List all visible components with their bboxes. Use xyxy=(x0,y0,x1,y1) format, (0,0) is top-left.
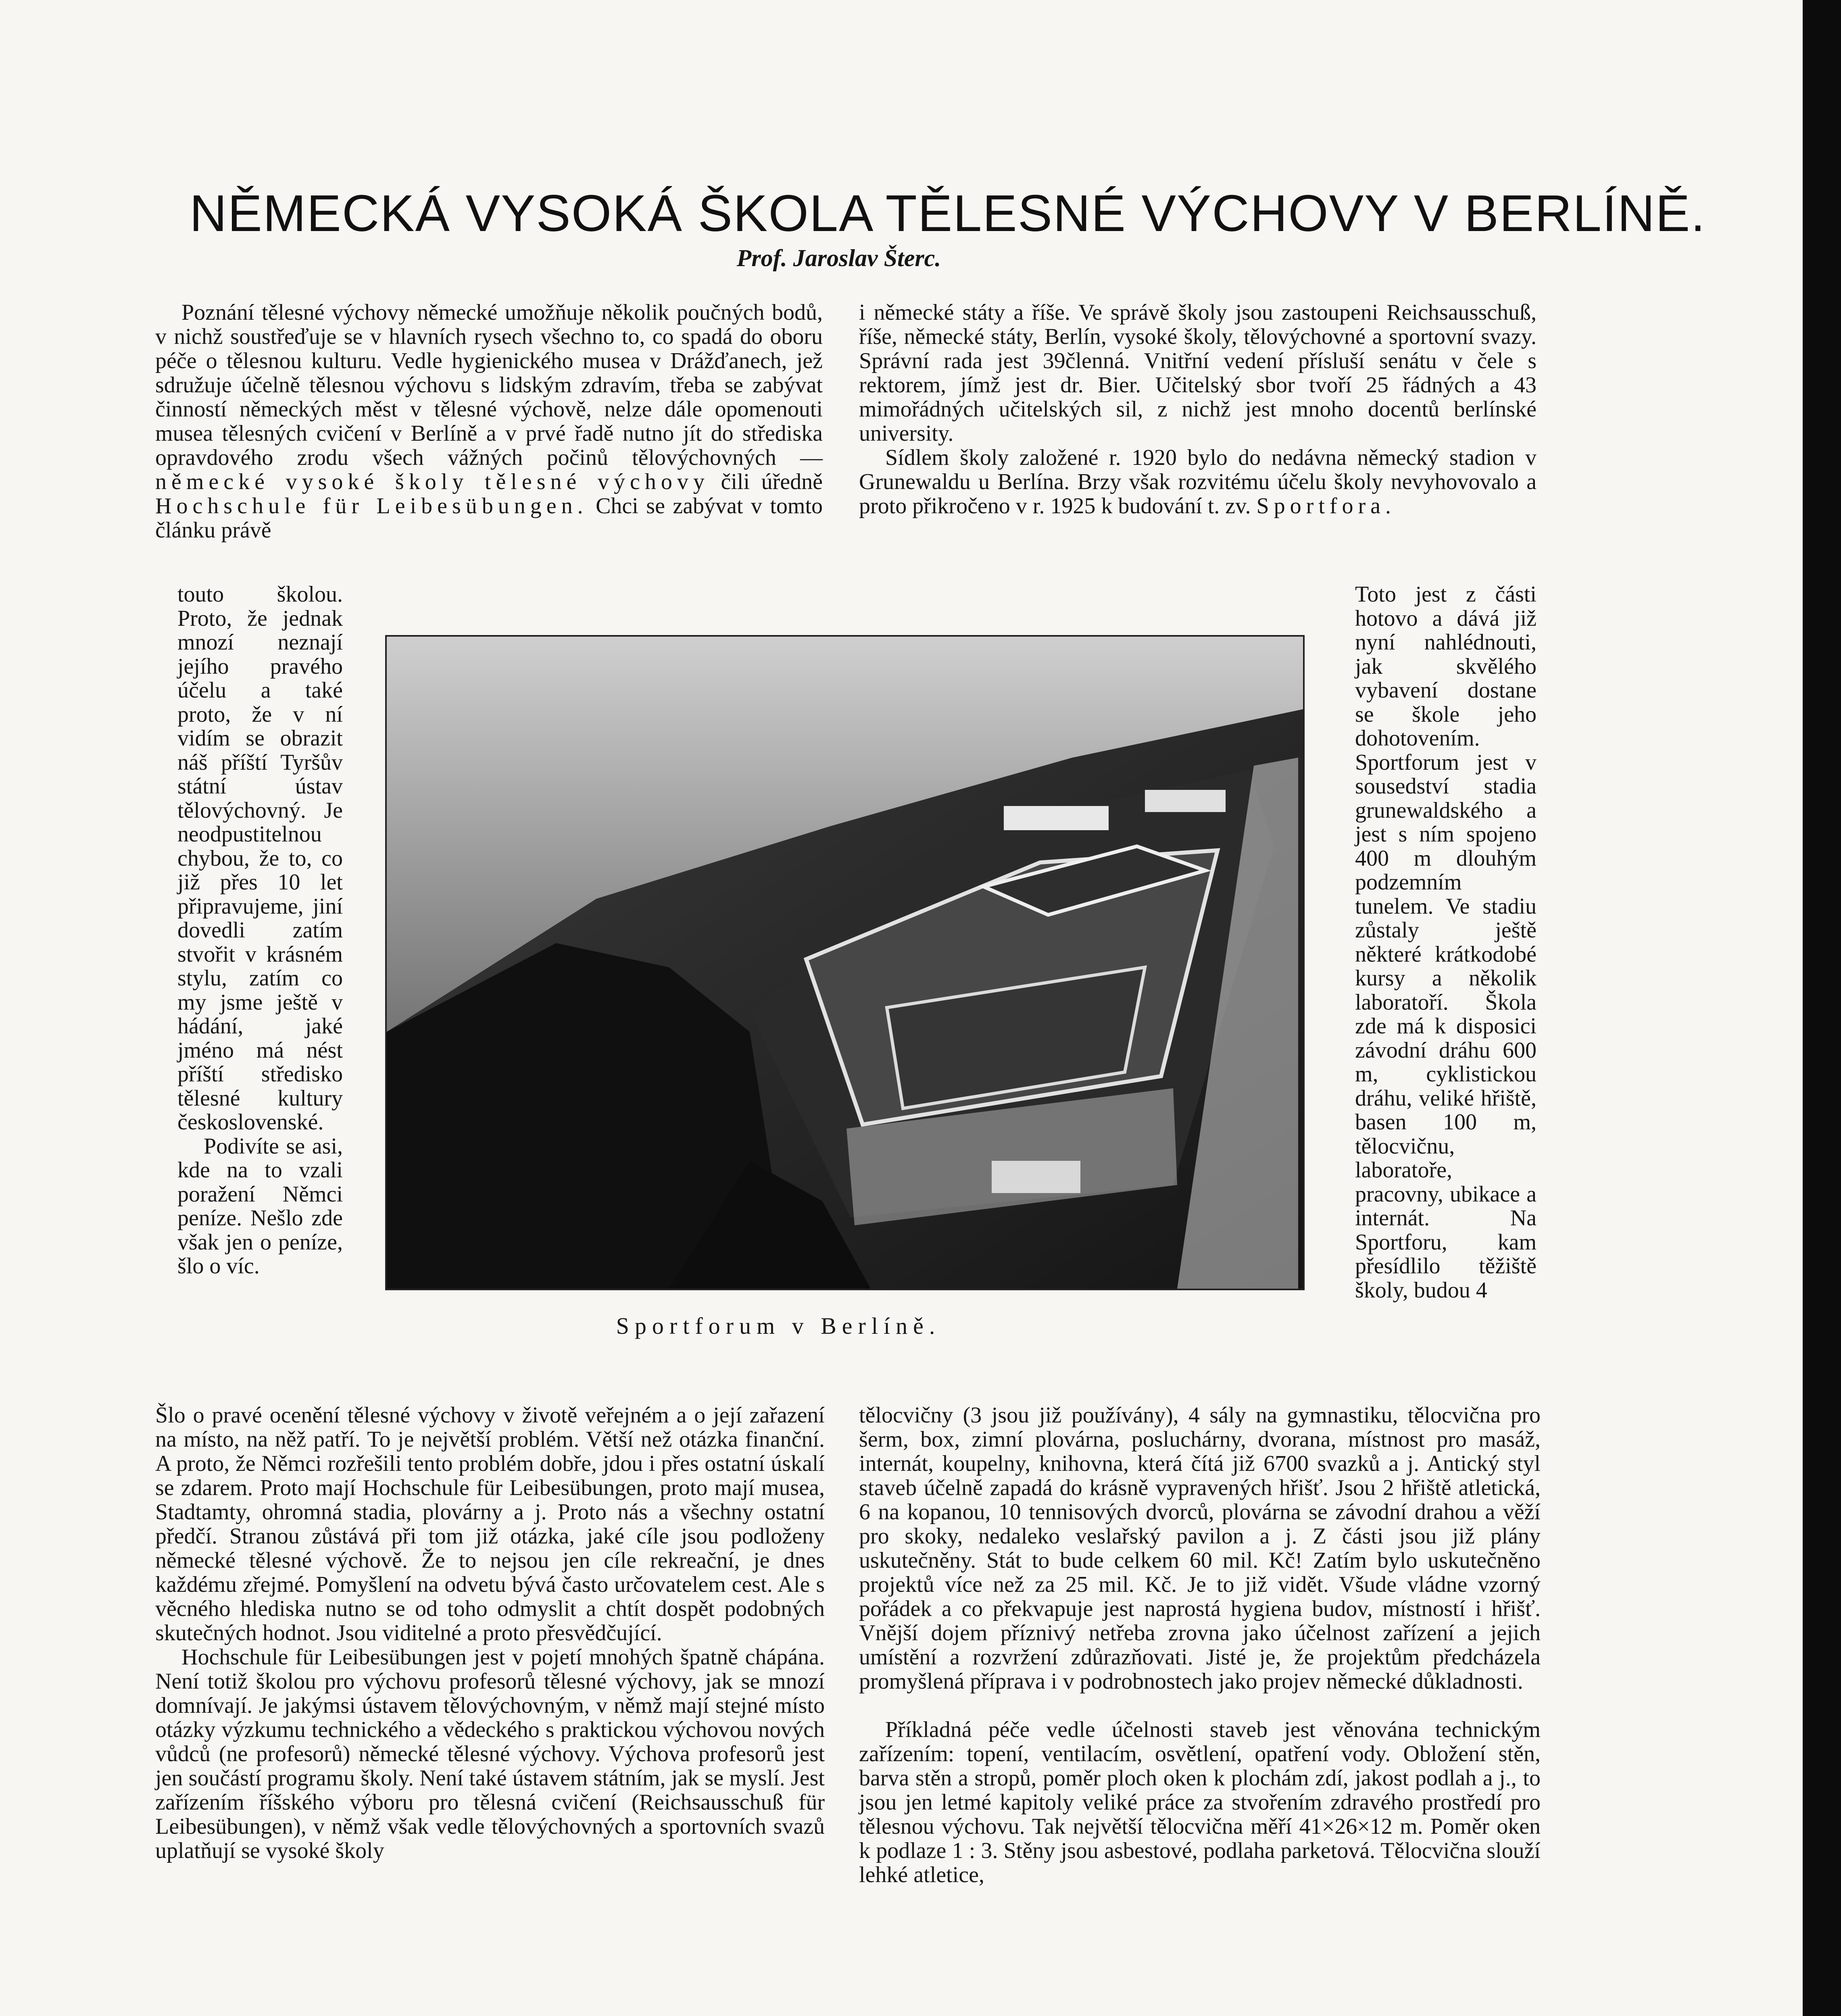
photo-building-1 xyxy=(1004,806,1109,830)
right-top-paragraph-2 xyxy=(859,446,1537,518)
right-column-bottom xyxy=(859,1403,1541,1887)
left-intro-spaced-2: Hochschule für Leibesübungen. xyxy=(155,494,588,519)
left-column-bottom xyxy=(155,1403,825,1863)
photo-illustration xyxy=(387,637,1303,1289)
left-intro-spaced: německé vysoké školy tělesné výchovy xyxy=(155,469,709,494)
photo-building-3 xyxy=(992,1161,1080,1193)
photo-building-2 xyxy=(1145,790,1226,812)
sportforum-photo xyxy=(385,635,1305,1290)
photo-caption: Sportforum v Berlíně. xyxy=(616,1313,941,1339)
right-narrow-paragraph: Toto jest z části hotovo a dává již nyní nahlédnouti, jak skvělého vybavení dostane se škole jeho dohotovením. Sportforum jest v sousedství stadia grunewaldského a jest s ním spojeno 400 m dlouhým podzemním tunelem. Ve stadiu zůstaly ještě některé krátkodobé kursy a několik laboratoří. Škola zde má k disposici závodní dráhu 600 m, cyklistickou dráhu, veliké hřiště, basen 100 m, tělocvičnu, laboratoře, pracovny, ubikace a internát. Na Sportforu, kam přesídlilo těžiště školy, budou 4 xyxy=(1355,582,1537,1303)
left-intro-paragraph xyxy=(155,300,823,542)
right-column-top xyxy=(859,300,1537,518)
left-column-top xyxy=(155,300,823,542)
right-bottom-paragraph-1: tělocvičny (3 jsou již používány), 4 sály na gymnastiku, tělocvična pro šerm, box, zimní plovárna, posluchárny, dvorana, místnost pro masáž, internát, koupelny, knihovna, která čítá již 6700 svazků a j. Antický styl staveb účelně zapadá do krásně vypravených hřišť. Jsou 2 hřiště atletická, 6 na kopanou, 10 tennisových dvorců, plovárna se závodní drahou a věží pro skoky, nedaleko veslařský pavilon a j. Z části jsou již plány uskutečněny. Stát to bude celkem 60 mil. Kč! Zatím bylo uskutečněno projektů více než za 25 mil. Kč. Je to již vidět. Všude vládne vzorný pořádek a co překvapuje jest naprostá hygiena budov, místností i hřišť. Vnější dojem příznivý netřeba zrovna jako účelnost zařízení a jejich umístění a rozvržení zdůrazňovati. Jisté je, že projektům předcházela promyšlená příprava i v podrobnostech jako projev německé důkladnosti. xyxy=(859,1403,1541,1694)
left-narrow-paragraph-2: Podivíte se asi, kde na to vzali poražení Němci peníze. Nešlo zde však jen o peníze, šlo o víc. xyxy=(177,1133,343,1279)
left-bottom-paragraph-2: Hochschule für Leibesübungen jest v pojetí mnohých špatně chápána. Není totiž školou pro výchovu profesorů tělesné výchovy, jak se mnozí domnívají. Je jakýmsi ústavem tělovýchovným, v němž mají stejné místo otázky výzkumu technického a vědeckého s praktickou výchovou nových vůdců (ne profesorů) německé tělesné výchovy. Výchova profesorů jest jen součástí programu školy. Není také ústavem státním, jak se myslí. Jest zařízením říšského výboru pro tělesná cvičení (Reichsausschuß für Leibesübungen), v němž však vedle tělovýchovných a sportovních svazů uplatňují se vysoké školy xyxy=(155,1645,825,1863)
right-top-p2-spaced: Sportfora. xyxy=(1256,494,1396,519)
left-intro-text: Poznání tělesné výchovy německé umožňuje několik poučných bodů, v nichž soustřeďuje se v hlavních rysech všechno to, co spadá do oboru péče o tělesnou kulturu. Vedle hygienického musea v Drážďanech, jež sdružuje účelně tělesnou výchovu s lidským zdravím, třeba se zabývat činností německých měst v tělesné výchově, nelze dále opomenouti musea tělesných cvičení v Berlíně a v prvé řadě nutno jít do střediska opravdového zrodu všech vážných počinů tělovýchovných — xyxy=(155,300,823,470)
article-author: Prof. Jaroslav Šterc. xyxy=(736,245,941,271)
scan-edge-right xyxy=(1803,0,1841,2016)
right-top-p2-text: Sídlem školy založené r. 1920 bylo do nedávna německý stadion v Grunewaldu u Berlína. Brzy však rozvitému účelu školy nevyhovovalo a proto přikročeno v r. 1925 k budování t. zv. xyxy=(859,445,1537,519)
left-intro-end: Chci se zabývat v tomto článku právě xyxy=(155,494,823,543)
left-column-narrow xyxy=(177,583,343,1279)
left-intro-mid: čili úředně xyxy=(721,469,823,494)
right-bottom-paragraph-2: Příkladná péče vedle účelnosti staveb jest věnována technickým zařízením: topení, ventilacím, osvětlení, opatření vody. Obložení stěn, barva stěn a stropů, poměr ploch oken k plochám zdí, jakost podlah a j., to jsou jen letmé kapitoly veliké práce za stvořením zdravého prostředí pro tělesnou výchovu. Tak největší tělocvična měří 41×26×12 m. Poměr oken k podlaze 1 : 3. Stěny jsou asbestové, podlaha parketová. Tělocvična slouží lehké atletice, xyxy=(859,1717,1541,1887)
right-column-narrow xyxy=(1355,583,1537,1302)
right-top-paragraph-1: i německé státy a říše. Ve správě školy jsou zastoupeni Reichsausschuß, říše, německé státy, Berlín, vysoké školy, tělovýchovné a sportovní svazy. Správní rada jest 39členná. Vnitřní vedení přísluší senátu v čele s rektorem, jímž jest dr. Bier. Učitelský sbor tvoří 25 řádných a 43 mimořádných učitelských sil, z nichž jest mnoho docentů berlínské university. xyxy=(859,300,1537,446)
left-bottom-paragraph-1: Šlo o pravé ocenění tělesné výchovy v životě veřejném a o její zařazení na místo, na něž patří. To je největší problém. Větší než otázka finanční. A proto, že Němci rozřešili tento problém dobře, jdou i přes ostatní úskalí se zdarem. Proto mají Hochschule für Leibesübungen, proto mají musea, Stadtamty, ohromná stadia, plovárny a j. Proto nás a všechny ostatní předčí. Stranou zůstává při tom již otázka, jaké cíle jsou podloženy německé tělesné výchově. Že to nejsou jen cíle rekreační, je dnes každému zřejmé. Pomyšlení na odvetu bývá často určovatelem cest. Ale s věcného hlediska nutno se od toho odmyslit a chtít dospět podobných skutečných hodnot. Jsou viditelné a proto přesvědčující. xyxy=(155,1403,825,1645)
left-narrow-paragraph: touto školou. Proto, že jednak mnozí neznají jejího pravého účelu a také proto, že v ní vidím se obrazit náš příští Tyršův státní ústav tělovýchovný. Je neodpustitelnou chybou, že to, co již přes 10 let připravujeme, jiní dovedli zatím stvořit v krásném stylu, zatím co my jsme ještě v hádání, jaké jméno má nést příští středisko tělesné kultury československé. xyxy=(177,582,343,1135)
article-title: NĚMECKÁ VYSOKÁ ŠKOLA TĚLESNÉ VÝCHOVY V BERLÍNĚ. xyxy=(190,185,1706,242)
